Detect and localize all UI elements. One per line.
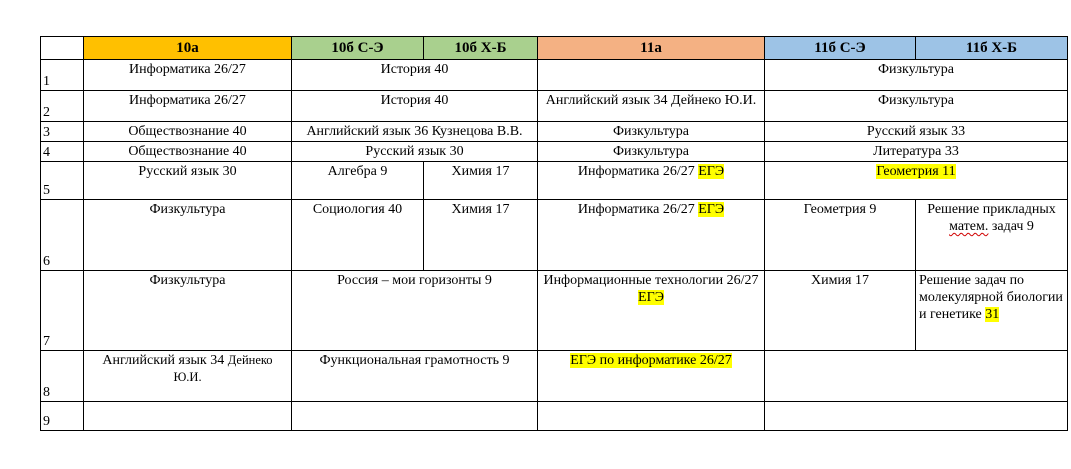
cell-11b-se: Геометрия 9 (765, 200, 916, 271)
header-11a: 11а (538, 37, 765, 60)
header-row (41, 37, 1068, 60)
cell-10b-hb: Химия 17 (424, 200, 538, 271)
teacher-text: Дейнеко Ю.И. (173, 353, 273, 384)
cell-11b: Литература 33 (765, 142, 1068, 162)
table-row (41, 162, 1068, 200)
subject-text: Решение задач по молекулярной биологии и генетике (919, 273, 1063, 322)
table-row (41, 91, 1068, 122)
lesson-number: 3 (41, 122, 84, 142)
subject-highlight: Геометрия 11 (876, 164, 956, 179)
exam-highlight: ЕГЭ (638, 290, 664, 305)
spellcheck-word: матем. (949, 219, 989, 234)
cell-10b-se: Алгебра 9 (292, 162, 424, 200)
header-11b-hb: 11б Х-Б (916, 37, 1068, 60)
cell-10a: Информатика 26/27 (84, 60, 292, 91)
cell-10b: Русский язык 30 (292, 142, 538, 162)
cell-11b: Русский язык 33 (765, 122, 1068, 142)
cell-10a (84, 351, 292, 402)
cell-10a: Информатика 26/27 (84, 91, 292, 122)
table-row (41, 60, 1068, 91)
header-corner (41, 37, 84, 60)
cell-10a: Обществознание 40 (84, 142, 292, 162)
cell-10b: Английский язык 36 Кузнецова В.В. (292, 122, 538, 142)
table-row (41, 122, 1068, 142)
cell-11a (538, 271, 765, 351)
cell-11b (765, 402, 1068, 431)
subject-text: Информационные технологии 26/27 (543, 273, 759, 288)
lesson-number: 9 (41, 402, 84, 431)
table-row (41, 142, 1068, 162)
subject-text: Информатика 26/27 (577, 164, 695, 179)
lesson-number: 6 (41, 200, 84, 271)
cell-10a (84, 402, 292, 431)
cell-11b (765, 351, 1068, 402)
cell-11a: Физкультура (538, 142, 765, 162)
cell-11a (538, 351, 765, 402)
cell-10b: История 40 (292, 60, 538, 91)
exam-highlight: ЕГЭ (698, 164, 725, 179)
lesson-number: 5 (41, 162, 84, 200)
table-row (41, 351, 1068, 402)
subject-text: Информатика 26/27 (577, 202, 695, 217)
cell-11b: Физкультура (765, 91, 1068, 122)
header-10b-se: 10б С-Э (292, 37, 424, 60)
cell-10b (292, 402, 538, 431)
exam-highlight: ЕГЭ по информатике 26/27 (570, 353, 732, 368)
cell-11a (538, 60, 765, 91)
subject-text: задач 9 (991, 219, 1034, 234)
table-row (41, 271, 1068, 351)
table-row (41, 402, 1068, 431)
cell-10b: История 40 (292, 91, 538, 122)
cell-11a (538, 402, 765, 431)
cell-11b-se: Химия 17 (765, 271, 916, 351)
table-row (41, 200, 1068, 271)
cell-11a (538, 162, 765, 200)
header-10a: 10а (84, 37, 292, 60)
cell-10b: Россия – мои горизонты 9 (292, 271, 538, 351)
subject-text: Английский язык 34 (102, 353, 225, 368)
cell-10a: Физкультура (84, 271, 292, 351)
cell-11b: Физкультура (765, 60, 1068, 91)
cell-10a: Физкультура (84, 200, 292, 271)
exam-highlight: ЕГЭ (698, 202, 725, 217)
header-11b-se: 11б С-Э (765, 37, 916, 60)
subject-text: Решение прикладных (927, 202, 1056, 217)
cell-11b-hb (916, 271, 1068, 351)
cell-11a: Физкультура (538, 122, 765, 142)
cell-10b-se: Социология 40 (292, 200, 424, 271)
lesson-number: 8 (41, 351, 84, 402)
schedule-table (40, 36, 1068, 431)
cell-11b (765, 162, 1068, 200)
cell-10a: Обществознание 40 (84, 122, 292, 142)
lesson-number: 2 (41, 91, 84, 122)
cell-11b-hb (916, 200, 1068, 271)
cell-11a: Английский язык 34 Дейнеко Ю.И. (538, 91, 765, 122)
lesson-number: 1 (41, 60, 84, 91)
header-10b-hb: 10б Х-Б (424, 37, 538, 60)
room-highlight: 31 (985, 307, 1000, 322)
lesson-number: 4 (41, 142, 84, 162)
cell-11a (538, 200, 765, 271)
cell-10b-hb: Химия 17 (424, 162, 538, 200)
cell-10a: Русский язык 30 (84, 162, 292, 200)
lesson-number: 7 (41, 271, 84, 351)
cell-10b: Функциональная грамотность 9 (292, 351, 538, 402)
